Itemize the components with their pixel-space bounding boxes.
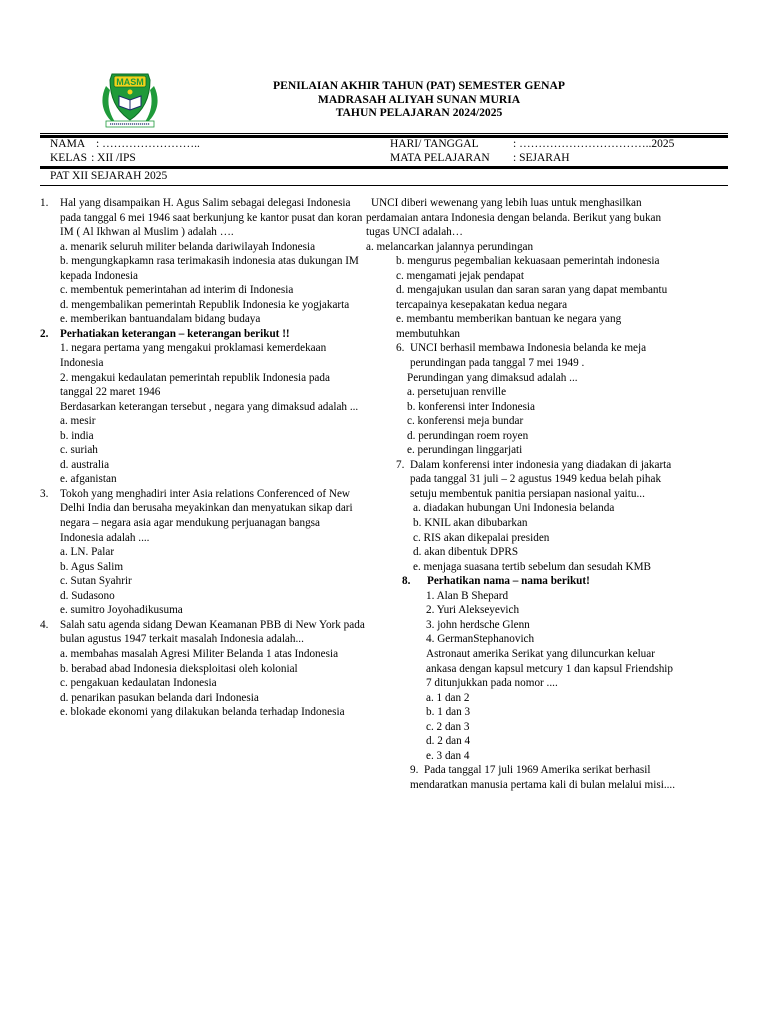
header-divider-top: [40, 133, 728, 134]
info-divider: [40, 166, 728, 169]
option: d. akan dibentuk DPRS: [413, 546, 519, 559]
question-1-options: [40, 240, 365, 327]
question-5-text: UNCI diberi wewenang yang lebih luas untuk menghasilkan perdamaian antara Indonesia dengan belanda. Berikut yang bukan tugas UNCI adalah…: [366, 197, 662, 239]
option: e. afganistan: [60, 473, 117, 486]
option: b. india: [60, 429, 94, 442]
exam-info: [390, 137, 674, 165]
hari-value: : ……………………………..2025: [513, 138, 675, 150]
option: a. LN. Palar: [60, 546, 115, 559]
logo-text: MASM: [116, 77, 144, 87]
exam-header: [160, 79, 678, 120]
option: d. australia: [60, 458, 110, 471]
option: b. konferensi inter Indonesia: [407, 400, 535, 413]
question-3: [40, 487, 365, 545]
question-4: [40, 618, 365, 647]
question-7-stem: [396, 458, 676, 502]
option: a. membahas masalah Agresi Militer Belanda 1 atas Indonesia: [60, 647, 339, 660]
kelas-value: : XII /IPS: [91, 152, 136, 164]
name-item: 4. GermanStephanovich: [426, 633, 535, 646]
option: c. suriah: [60, 444, 98, 457]
option: b. Agus Salim: [60, 560, 124, 573]
question-6-stem: [396, 341, 676, 370]
option: c. pengakuan kedaulatan Indonesia: [60, 677, 217, 690]
option: b. mengurus pegembalian kekuasaan pemerintah indonesia: [396, 255, 660, 268]
nama-value: : ……………………..: [96, 138, 200, 150]
question-2-text: Perhatiakan keterangan – keterangan berikut !!: [60, 327, 290, 340]
questions-right-column: [366, 196, 676, 792]
question-stem: Astronaut amerika Serikat yang diluncurkan keluar ankasa dengan kapsul metcury 1 dan kapsul Friendship 7 ditunjukkan pada nomor ....: [426, 647, 673, 690]
question-5-options: [366, 254, 676, 341]
question-8: [366, 574, 676, 763]
option: c. membentuk pemerintahan ad interim di Indonesia: [60, 284, 294, 297]
option: b. 1 dan 3: [426, 706, 471, 719]
title-divider: [40, 185, 728, 186]
question-3-options: [40, 545, 365, 618]
statement-item: 1. negara pertama yang mengakui proklamasi kemerdekaan Indonesia: [60, 342, 327, 370]
option: a. mesir: [60, 415, 96, 428]
option: c. konferensi meja bundar: [407, 415, 524, 428]
question-7-text-body: Dalam konferensi inter indonesia yang diadakan di jakarta pada tanggal 31 juli – 2 agustus 1949 kedua belah pihak setuju membentuk panitia persiapan nasional yaitu...: [410, 458, 672, 500]
option: d. Sudasono: [60, 589, 115, 602]
logo-star-icon: [128, 90, 133, 95]
question-number: 9.: [410, 764, 419, 777]
school-logo: [100, 66, 160, 130]
questions-left-column: [40, 196, 365, 720]
question-6-body: [396, 371, 676, 458]
mapel-label: MATA PELAJARAN: [390, 152, 490, 164]
option: b. mengungkapkamn rasa terimakasih indonesia atas dukungan IM kepada Indonesia: [60, 255, 359, 282]
option: a. diadakan hubungan Uni Indonesia belanda: [413, 502, 615, 515]
option: e. 3 dan 4: [426, 749, 470, 762]
question-3-text: Tokoh yang menghadiri inter Asia relations Conferenced of New Delhi India dan berusaha meyakinkan dan menyatukan sikap dari negara – negara asia agar mendukung perjuanagan bangsa Indonesia adalah ....: [60, 487, 353, 544]
nama-label: NAMA: [50, 138, 86, 150]
header-line-1: PENILAIAN AKHIR TAHUN (PAT) SEMESTER GENAP: [273, 79, 565, 92]
question-stem: Berdasarkan keterangan tersebut , negara yang dimaksud adalah ...: [60, 400, 359, 413]
option: c. mengamati jejak pendapat: [396, 269, 524, 282]
question-number: 6.: [396, 342, 405, 355]
hari-label: HARI/ TANGGAL: [390, 138, 479, 150]
option: c. Sutan Syahrir: [60, 575, 132, 588]
name-item: 3. john herdsche Glenn: [426, 618, 530, 631]
question-8-stem: [402, 574, 676, 589]
option: d. mengembalikan pemerintah Republik Indonesia ke yogjakarta: [60, 298, 350, 311]
question-number: 3.: [40, 487, 49, 500]
question-4-options: [40, 647, 365, 720]
option: a. melancarkan jalannya perundingan: [366, 240, 534, 253]
mapel-value: : SEJARAH: [513, 152, 570, 164]
exam-title: PAT XII SEJARAH 2025: [50, 170, 168, 182]
option: e. membantu memberikan bantuan ke negara yang membutuhkan: [396, 313, 622, 340]
question-1-text: Hal yang disampaikan H. Agus Salim sebagai delegasi Indonesia pada tanggal 6 mei 1946 saat berkunjung ke kantor pusat dan koran IM ( Al Ikhwan al Muslim ) adalah ….: [60, 197, 363, 239]
option: c. RIS akan dikepalai presiden: [413, 531, 550, 544]
option: e. menjaga suasana tertib sebelum dan sesudah KMB: [413, 560, 651, 573]
name-item: 1. Alan B Shepard: [426, 589, 509, 602]
option: a. persetujuan renville: [407, 386, 507, 399]
name-item: 2. Yuri Alekseyevich: [426, 604, 520, 617]
question-number: 4.: [40, 618, 49, 631]
question-7: [366, 458, 676, 574]
student-info: [50, 137, 200, 165]
option: b. KNIL akan dibubarkan: [413, 517, 528, 530]
option: b. berabad abad Indonesia dieksploitasi oleh kolonial: [60, 662, 298, 675]
option: e. sumitro Joyohadikusuma: [60, 604, 183, 617]
question-8-body: [402, 589, 676, 764]
option: c. 2 dan 3: [426, 720, 470, 733]
statement-item: 2. mengakui kedaulatan pemerintah republik Indonesia pada tanggal 22 maret 1946: [60, 371, 330, 399]
option: a. 1 dan 2: [426, 691, 470, 704]
question-number: 7.: [396, 458, 405, 471]
option: e. blokade ekonomi yang dilakukan belanda terhadap Indonesia: [60, 706, 345, 719]
question-number: 2.: [40, 327, 49, 340]
question-stem: Perundingan yang dimaksud adalah ...: [407, 371, 578, 384]
question-number: 8.: [402, 575, 411, 588]
question-text: [60, 196, 365, 240]
question-9: [366, 763, 676, 792]
option: d. mengajukan usulan dan saran saran yang dapat membantu tercapainya kesepakatan kedua negara: [396, 284, 668, 311]
question-4-text: Salah satu agenda sidang Dewan Keamanan PBB di New York pada bulan agustus 1947 terkait masalah Indonesia adalah...: [60, 618, 365, 646]
option: d. 2 dan 4: [426, 735, 471, 748]
header-line-3: TAHUN PELAJARAN 2024/2025: [335, 106, 503, 119]
option: d. perundingan roem royen: [407, 429, 529, 442]
question-6-text: UNCI berhasil membawa Indonesia belanda ke meja perundingan pada tanggal 7 mei 1949 .: [410, 342, 647, 370]
question-9-text: [410, 763, 676, 792]
question-6: [366, 341, 676, 457]
kelas-label: KELAS: [50, 152, 88, 164]
question-9-body: Pada tanggal 17 juli 1969 Amerika serikat berhasil mendaratkan manusia pertama kali di bulan melalui misi....: [410, 764, 676, 791]
option: e. perundingan linggarjati: [407, 444, 523, 457]
option: a. menarik seluruh militer belanda dariwilayah Indonesia: [60, 240, 316, 253]
question-7-text: [410, 458, 676, 502]
question-8-text: Perhatikan nama – nama berikut!: [427, 575, 590, 588]
question-2-items: [40, 341, 365, 486]
question-7-options: [396, 501, 676, 574]
question-1: [40, 196, 365, 240]
question-2: [40, 327, 365, 342]
question-number: 1.: [40, 197, 49, 209]
option: e. memberikan bantuandalam bidang budaya: [60, 313, 261, 326]
option: d. penarikan pasukan belanda dari Indonesia: [60, 691, 259, 704]
header-line-2: MADRASAH ALIYAH SUNAN MURIA: [317, 92, 521, 106]
